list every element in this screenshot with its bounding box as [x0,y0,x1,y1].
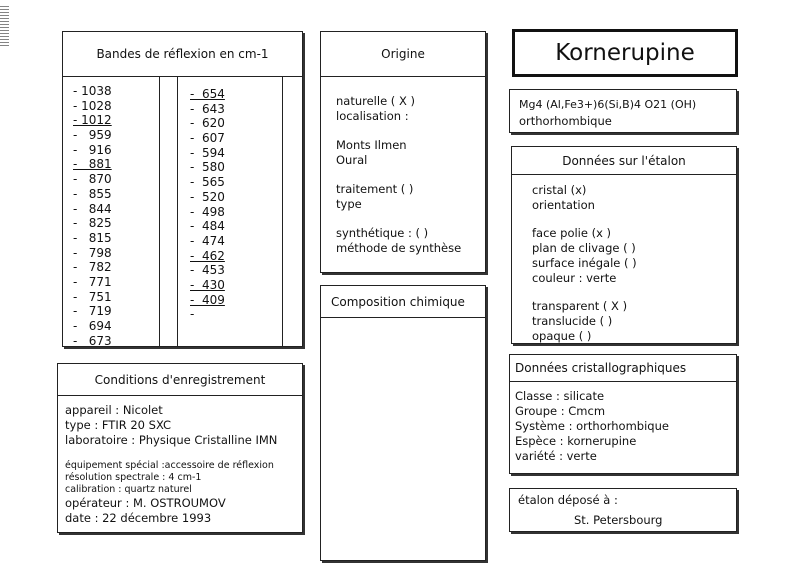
band-value-row: - 474 [190,233,225,248]
band-value-row: - 870 [73,172,112,187]
composition-panel [320,285,486,561]
band-value-row: - [190,307,195,322]
conditions-date: date : 22 décembre 1993 [65,511,212,525]
origine-localisation: localisation : [336,109,409,123]
formula-line-2: orthorhombique [519,114,612,128]
band-value-row: - 580 [190,160,225,175]
conditions-header-label: Conditions d'enregistrement [94,372,266,387]
band-value-row: - 916 [73,142,112,157]
band-value-row: - 484 [190,219,225,234]
band-value-row: - 594 [190,145,225,160]
band-value-row: - 771 [73,274,112,289]
band-value-row: - 825 [73,216,112,231]
bands-divider-3 [282,77,283,346]
page-title: Kornerupine [555,40,695,66]
band-value-row: - 520 [190,189,225,204]
conditions-equipement: équipement spécial :accessoire de réflexion [65,460,274,471]
band-value-row: - 462 [190,248,225,263]
band-value-row: - 654 [190,87,225,101]
origine-traitement: traitement ( ) [336,182,414,196]
composition-header-label: Composition chimique [331,294,465,309]
conditions-appareil: appareil : Nicolet [65,403,163,417]
band-value-row: - 1012 [73,113,112,128]
etalon-header-label: Données sur l'étalon [562,153,686,168]
depot-box [509,488,737,532]
band-value-row: - 881 [73,157,112,172]
bands-divider-1 [159,77,160,346]
depot-place: St. Petersbourg [574,513,663,527]
band-value-row: - 607 [190,131,225,146]
conditions-operateur: opérateur : M. OSTROUMOV [65,496,226,510]
origine-synthetique: synthétique : ( ) [336,226,429,240]
title-box [512,29,738,77]
depot-label: étalon déposé à : [518,493,618,507]
origine-location-1: Monts Ilmen [336,138,407,152]
band-value-row: - 643 [190,101,225,116]
etalon-translucide: translucide ( ) [532,314,613,328]
origine-type: type [336,197,362,211]
bands-panel [62,31,303,347]
conditions-labo: laboratoire : Physique Cristalline IMN [65,433,278,447]
band-value-row: - 782 [73,260,112,275]
cristallo-classe: Classe : silicate [515,389,605,403]
bands-column-2 [190,87,225,322]
etalon-header [512,147,736,175]
bands-header [63,32,302,77]
etalon-panel [511,146,737,344]
etalon-surface: surface inégale ( ) [532,256,637,270]
cristallo-espece: Espèce : kornerupine [515,434,637,448]
cristallo-groupe: Groupe : Cmcm [515,404,606,418]
band-value-row: - 959 [73,128,112,143]
origine-panel [320,31,486,273]
conditions-type: type : FTIR 20 SXC [65,418,172,432]
origine-header-label: Origine [381,47,425,61]
conditions-resolution: résolution spectrale : 4 cm-1 [65,472,202,483]
cristallo-header-label: Données cristallographiques [515,361,687,375]
band-value-row: - 855 [73,186,112,201]
conditions-panel [57,363,303,533]
etalon-cristal: cristal (x) [532,183,587,197]
band-value-row: - 815 [73,230,112,245]
etalon-face: face polie (x ) [532,226,612,240]
band-value-row: - 719 [73,304,112,319]
scan-edge-mark [0,6,9,46]
cristallo-panel [509,354,737,474]
band-value-row: - 798 [73,245,112,260]
cristallo-variete: variété : verte [515,449,597,463]
etalon-opaque: opaque ( ) [532,329,592,343]
bands-column-1 [73,84,112,348]
band-value-row: - 673 [73,333,112,348]
composition-header [321,286,485,318]
band-value-row: - 751 [73,289,112,304]
etalon-orientation: orientation [532,198,595,212]
formula-box [509,89,737,133]
band-value-row: - 1028 [73,98,112,113]
conditions-calibration: calibration : quartz naturel [65,484,192,495]
origine-header [321,32,485,77]
formula-line-1: Mg4 (Al,Fe3+)6(Si,B)4 O21 (OH) [519,98,697,111]
band-value-row: - 430 [190,277,225,292]
conditions-header [58,364,302,396]
bands-header-label: Bandes de réflexion en cm-1 [96,47,269,61]
origine-location-2: Oural [336,153,368,167]
band-value-row: - 694 [73,319,112,333]
etalon-clivage: plan de clivage ( ) [532,241,636,255]
origine-naturelle: naturelle ( X ) [336,94,415,108]
band-value-row: - 453 [190,263,225,278]
band-value-row: - 1038 [73,84,112,98]
band-value-row: - 565 [190,175,225,190]
etalon-transparent: transparent ( X ) [532,299,628,313]
origine-methode: méthode de synthèse [336,241,462,255]
band-value-row: - 620 [190,116,225,131]
band-value-row: - 844 [73,201,112,216]
band-value-row: - 498 [190,204,225,219]
etalon-couleur: couleur : verte [532,271,617,285]
cristallo-systeme: Système : orthorhombique [515,419,669,433]
band-value-row: - 409 [190,292,225,307]
bands-divider-2 [177,77,178,346]
cristallo-header [510,355,736,382]
